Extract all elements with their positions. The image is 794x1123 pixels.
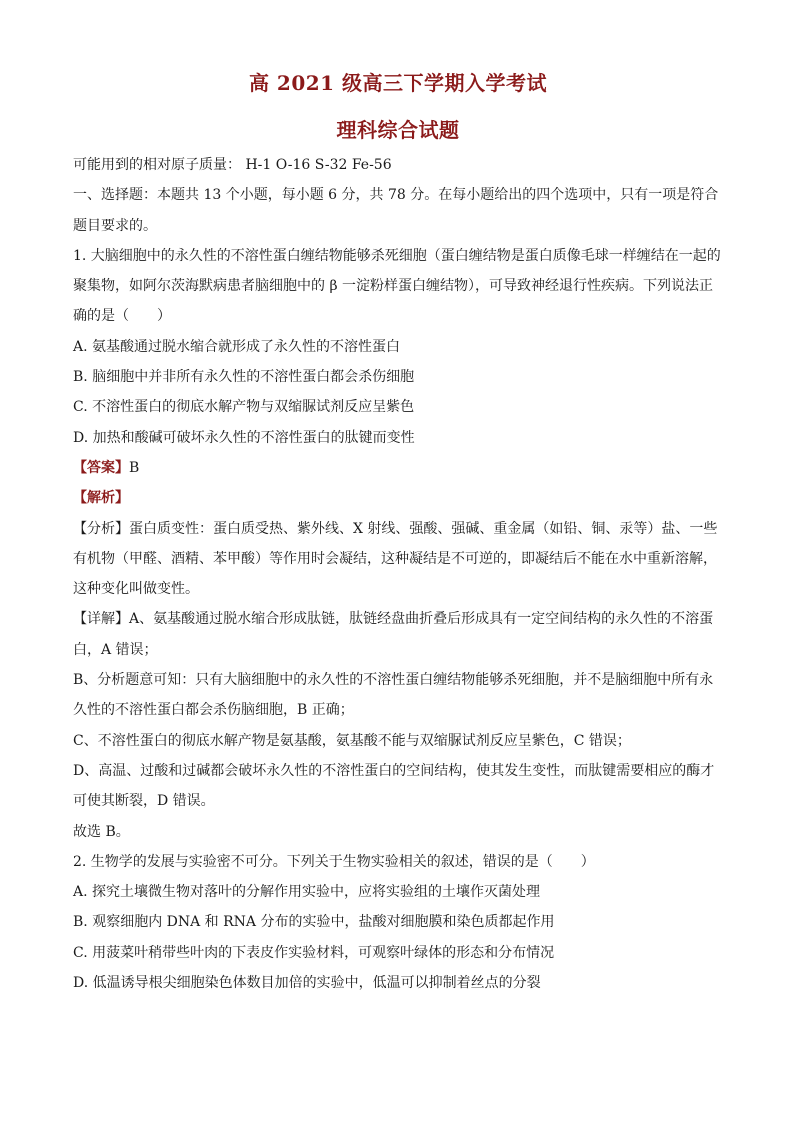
- q2-option-a: A. 探究土壤微生物对落叶的分解作用实验中，应将实验组的土壤作灭菌处理: [73, 884, 541, 901]
- q1-xiangjie-b: B、分析题意可知：只有大脑细胞中的永久性的不溶性蛋白缠结物能够杀死细胞，并不是脑细胞中所有永久性的不溶性蛋白都会杀伤脑细胞，B 正确；: [73, 672, 714, 719]
- q1-conclusion: 故选 B。: [73, 823, 130, 840]
- xiangjie-label: 【详解】: [73, 611, 129, 628]
- q1-xiangjie-c: C、不溶性蛋白的彻底水解产物是氨基酸，氨基酸不能与双缩脲试剂反应呈紫色，C 错误；: [73, 732, 631, 749]
- analysis-label: 【解析】: [73, 490, 129, 507]
- xiangjie-a-text: A、氨基酸通过脱水缩合形成肽链，肽链经盘曲折叠后形成具有一定空间结构的永久性的不溶蛋白，A 错误；: [73, 611, 714, 658]
- exam-subtitle: 理科综合试题: [336, 118, 460, 142]
- answer-label: 【答案】: [73, 459, 129, 476]
- q1-stem: 1. 大脑细胞中的永久性的不溶性蛋白缠结物能够杀死细胞（蛋白缠结物是蛋白质像毛球一样缠结在一起的聚集物，如阿尔茨海默病患者脑细胞中的 β 一淀粉样蛋白缠结物），可导致神经退行性疾病。下列说法正确的是（ ）: [73, 247, 721, 325]
- q2-stem: 2. 生物学的发展与实验密不可分。下列关于生物实验相关的叙述，错误的是（ ）: [73, 853, 595, 870]
- q1-xiangjie-a: [73, 604, 723, 665]
- q2-option-d: D. 低温诱导根尖细胞染色体数目加倍的实验中，低温可以抑制着丝点的分裂: [73, 975, 541, 992]
- fenxi-text: 蛋白质变性：蛋白质受热、紫外线、X 射线、强酸、强碱、重金属（如铅、铜、汞等）盐、一些有机物（甲醛、酒精、苯甲酸）等作用时会凝结，这种凝结是不可逆的，即凝结后不能在水中重新溶解，这种变化叫做变性。: [73, 520, 718, 598]
- exam-title: 高 2021 级高三下学期入学考试: [248, 71, 548, 95]
- q1-analysis-heading: [73, 483, 723, 513]
- q1-option-c: C. 不溶性蛋白的彻底水解产物与双缩脲试剂反应呈紫色: [73, 399, 415, 416]
- section-intro: 一、选择题：本题共 13 个小题，每小题 6 分，共 78 分。在每小题给出的四个选项中，只有一项是符合题目要求的。: [73, 187, 719, 234]
- atomic-mass-line: 可能用到的相对原子质量： H-1 O-16 S-32 Fe-56: [73, 157, 392, 173]
- q1-answer: [73, 453, 723, 483]
- q1-fenxi: [73, 514, 723, 605]
- q2-option-b: B. 观察细胞内 DNA 和 RNA 分布的实验中，盐酸对细胞膜和染色质都起作用: [73, 914, 555, 931]
- q1-xiangjie-d: D、高温、过酸和过碱都会破坏永久性的不溶性蛋白的空间结构，使其发生变性，而肽键需要相应的酶才可使其断裂，D 错误。: [73, 762, 715, 810]
- q1-option-a: A. 氨基酸通过脱水缩合就形成了永久性的不溶性蛋白: [73, 338, 401, 355]
- q2-option-c: C. 用菠菜叶稍带些叶肉的下表皮作实验材料，可观察叶绿体的形态和分布情况: [73, 944, 555, 961]
- fenxi-label: 【分析】: [73, 520, 129, 537]
- q1-option-b: B. 脑细胞中并非所有永久性的不溶性蛋白都会杀伤细胞: [73, 369, 415, 386]
- answer-value: B: [129, 459, 140, 476]
- q1-option-d: D. 加热和酸碱可破坏永久性的不溶性蛋白的肽键而变性: [73, 429, 415, 446]
- exam-content: [73, 150, 723, 998]
